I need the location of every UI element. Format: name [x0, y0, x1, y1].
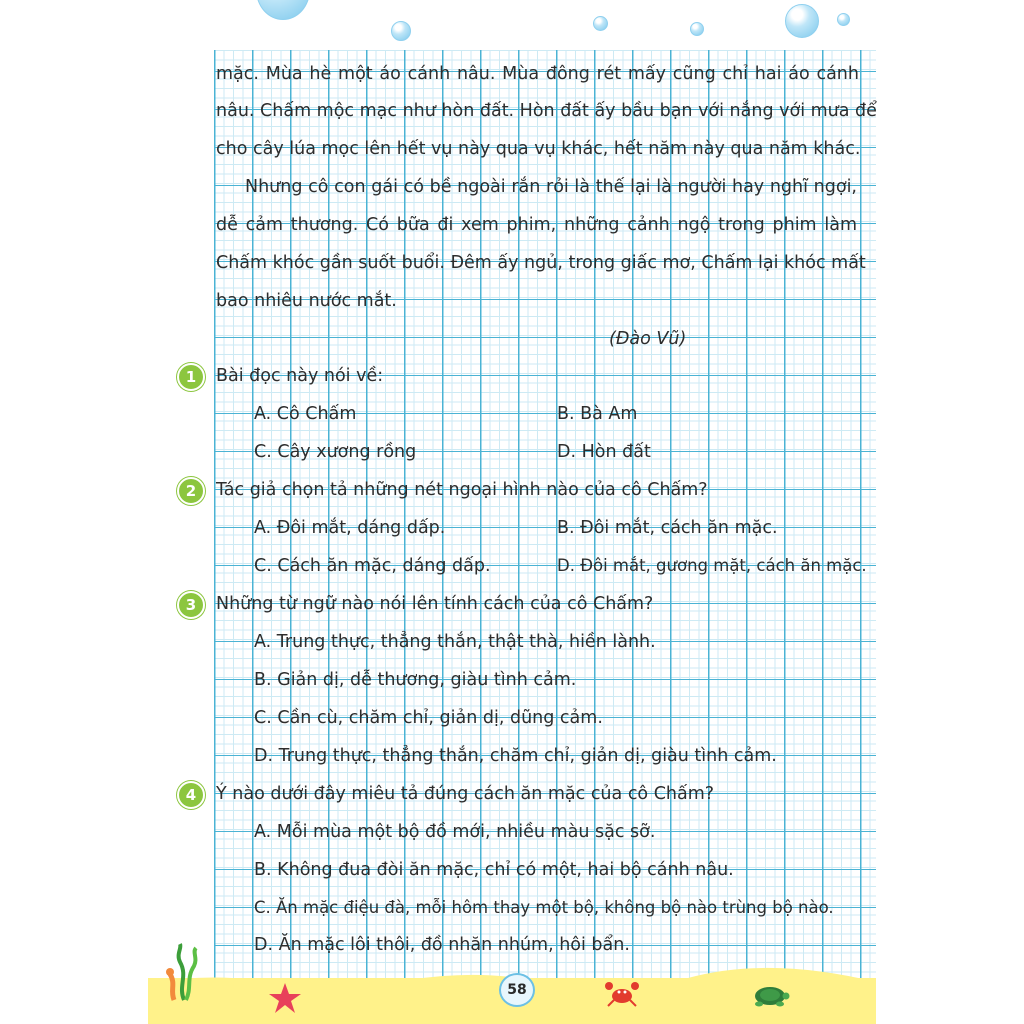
question-text: Ý nào dưới đây miêu tả đúng cách ăn mặc của cô Chấm?	[216, 784, 715, 804]
answer-option[interactable]: A. Cô Chấm	[254, 404, 357, 424]
answer-option[interactable]: A. Trung thực, thẳng thắn, thật thà, hiền lành.	[254, 632, 656, 652]
bubble-decoration	[785, 4, 819, 38]
passage-author: (Đào Vũ)	[609, 329, 687, 349]
question-text: Bài đọc này nói về:	[216, 366, 384, 386]
question-text: Những từ ngữ nào nói lên tính cách của cô Chấm?	[216, 594, 654, 614]
answer-option[interactable]: A. Mỗi mùa một bộ đồ mới, nhiều màu sặc sỡ.	[254, 822, 656, 842]
question-number-badge: 4	[177, 781, 205, 809]
answer-option[interactable]: B. Đôi mắt, cách ăn mặc.	[557, 518, 778, 538]
passage-line: nâu. Chấm mộc mạc như hòn đất. Hòn đất ấy bầu bạn với nắng với mưa để	[216, 101, 877, 121]
question-number-badge: 2	[177, 477, 205, 505]
bubble-decoration	[256, 0, 310, 20]
answer-option[interactable]: A. Đôi mắt, dáng dấp.	[254, 518, 446, 538]
starfish-icon	[268, 982, 302, 1014]
answer-option[interactable]: D. Đôi mắt, gương mặt, cách ăn mặc.	[557, 556, 867, 575]
page-number: 58	[499, 973, 535, 1007]
bubble-decoration	[837, 13, 850, 26]
answer-option[interactable]: C. Cây xương rồng	[254, 442, 417, 462]
bubble-decoration	[593, 16, 608, 31]
question-text: Tác giả chọn tả những nét ngoại hình nào của cô Chấm?	[216, 480, 708, 500]
answer-option[interactable]: C. Ăn mặc điệu đà, mỗi hôm thay một bộ, không bộ nào trùng bộ nào.	[254, 898, 834, 917]
answer-option[interactable]: D. Ăn mặc lôi thôi, đồ nhăn nhúm, hôi bẩn.	[254, 935, 630, 955]
crab-icon	[604, 978, 640, 1008]
answer-option[interactable]: D. Hòn đất	[557, 442, 651, 462]
bubble-decoration	[690, 22, 704, 36]
answer-option[interactable]: D. Trung thực, thẳng thắn, chăm chỉ, giản dị, giàu tình cảm.	[254, 746, 777, 766]
passage-line: dễ cảm thương. Có bữa đi xem phim, những cảnh ngộ trong phim làm	[216, 215, 857, 235]
passage-line: Nhưng cô con gái có bề ngoài rắn rỏi là thế lại là người hay nghĩ ngợi,	[245, 177, 857, 197]
answer-option[interactable]: B. Không đua đòi ăn mặc, chỉ có một, hai bộ cánh nâu.	[254, 860, 734, 880]
question-number-badge: 1	[177, 363, 205, 391]
answer-option[interactable]: C. Cách ăn mặc, dáng dấp.	[254, 556, 491, 576]
answer-option[interactable]: B. Bà Am	[557, 404, 638, 424]
answer-option[interactable]: C. Cần cù, chăm chỉ, giản dị, dũng cảm.	[254, 708, 603, 728]
passage-line: Chấm khóc gần suốt buổi. Đêm ấy ngủ, trong giấc mơ, Chấm lại khóc mất	[216, 253, 866, 273]
answer-option[interactable]: B. Giản dị, dễ thương, giàu tình cảm.	[254, 670, 577, 690]
passage-line: mặc. Mùa hè một áo cánh nâu. Mùa đông rét mấy cũng chỉ hai áo cánh	[216, 64, 859, 84]
passage-line: bao nhiêu nước mắt.	[216, 291, 397, 311]
question-number-badge: 3	[177, 591, 205, 619]
turtle-icon	[750, 982, 790, 1008]
bubble-decoration	[391, 21, 411, 41]
seaweed-icon	[160, 942, 208, 1002]
passage-line: cho cây lúa mọc lên hết vụ này qua vụ khác, hết năm này qua năm khác.	[216, 139, 861, 159]
